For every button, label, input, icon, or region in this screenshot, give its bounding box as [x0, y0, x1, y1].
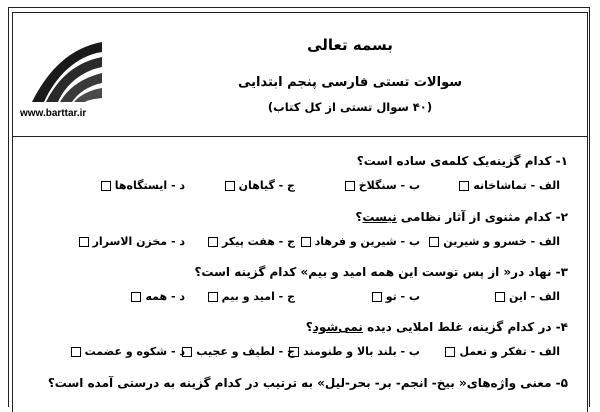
- question-4: ۴- در کدام گزینه، غلط املایی دیده نمی‌شود؟: [305, 320, 568, 334]
- q4-option-c[interactable]: ج - لطیف و عجیب: [182, 345, 295, 358]
- q3-option-d[interactable]: د - همه: [131, 290, 185, 303]
- checkbox-icon[interactable]: [495, 292, 505, 302]
- question-2-emphasis: نیست: [362, 210, 397, 224]
- checkbox-icon[interactable]: [79, 237, 89, 247]
- checkbox-icon[interactable]: [459, 181, 469, 191]
- q2-option-c[interactable]: ج - هفت پیکر: [208, 235, 295, 248]
- bismillah-heading: بسمه تعالی: [307, 36, 393, 54]
- q4-option-d[interactable]: د - شکوه و عضمت: [71, 345, 185, 358]
- question-1: ۱- کدام گزینه‌یک کلمه‌ی ساده است؟: [356, 154, 568, 168]
- checkbox-icon[interactable]: [131, 292, 141, 302]
- question-3-options: [50, 290, 570, 308]
- website-url[interactable]: www.barttar.ir: [20, 108, 87, 119]
- barttar-logo: [30, 40, 105, 108]
- question-3: ۳- نهاد در« از پس توست این همه امید و بیم» کدام گزینه است؟: [194, 265, 568, 279]
- question-2: ۲- کدام مثنوی از آثار نظامی نیست؟: [355, 210, 568, 224]
- checkbox-icon[interactable]: [372, 292, 382, 302]
- header-divider: [12, 136, 588, 137]
- q1-option-b[interactable]: ب - سنگلاخ: [345, 179, 420, 192]
- checkbox-icon[interactable]: [345, 181, 355, 191]
- q1-option-c[interactable]: ج - گیاهان: [225, 179, 295, 192]
- q3-option-c[interactable]: ج - امید و بیم: [208, 290, 295, 303]
- question-5: ۵- معنی واژه‌های« بیخ- انجم- بر- بحر-لیل» به ترتیب در کدام گزینه به درستی آمده است؟: [47, 376, 568, 390]
- checkbox-icon[interactable]: [101, 181, 111, 191]
- checkbox-icon[interactable]: [71, 347, 81, 357]
- checkbox-icon[interactable]: [301, 237, 311, 247]
- q4-option-a[interactable]: الف - تفکر و تعمل: [445, 345, 560, 358]
- checkbox-icon[interactable]: [445, 347, 455, 357]
- question-2-options: [50, 235, 570, 253]
- q4-option-b[interactable]: ب - بلند بالا و طنومند: [289, 345, 420, 358]
- q2-option-d[interactable]: د - مخزن الاسرار: [79, 235, 185, 248]
- checkbox-icon[interactable]: [208, 292, 218, 302]
- question-1-options: [50, 179, 570, 197]
- q2-option-b[interactable]: ب - شیرین و فرهاد: [301, 235, 420, 248]
- q2-option-a[interactable]: الف - خسرو و شیرین: [429, 235, 560, 248]
- q1-option-a[interactable]: الف - تماشاخانه: [459, 179, 560, 192]
- question-4-emphasis: نمی‌شود: [312, 320, 363, 334]
- checkbox-icon[interactable]: [208, 237, 218, 247]
- checkbox-icon[interactable]: [429, 237, 439, 247]
- page-subtitle: (۴۰ سوال تستی از کل کتاب): [267, 100, 433, 114]
- checkbox-icon[interactable]: [225, 181, 235, 191]
- q3-option-a[interactable]: الف - این: [495, 290, 560, 303]
- q3-option-b[interactable]: ب - تو: [372, 290, 420, 303]
- page-title: سوالات تستی فارسی پنجم ابتدایی: [237, 75, 462, 90]
- question-4-options: [50, 345, 570, 363]
- q1-option-d[interactable]: د - ایستگاه‌ها: [101, 179, 185, 192]
